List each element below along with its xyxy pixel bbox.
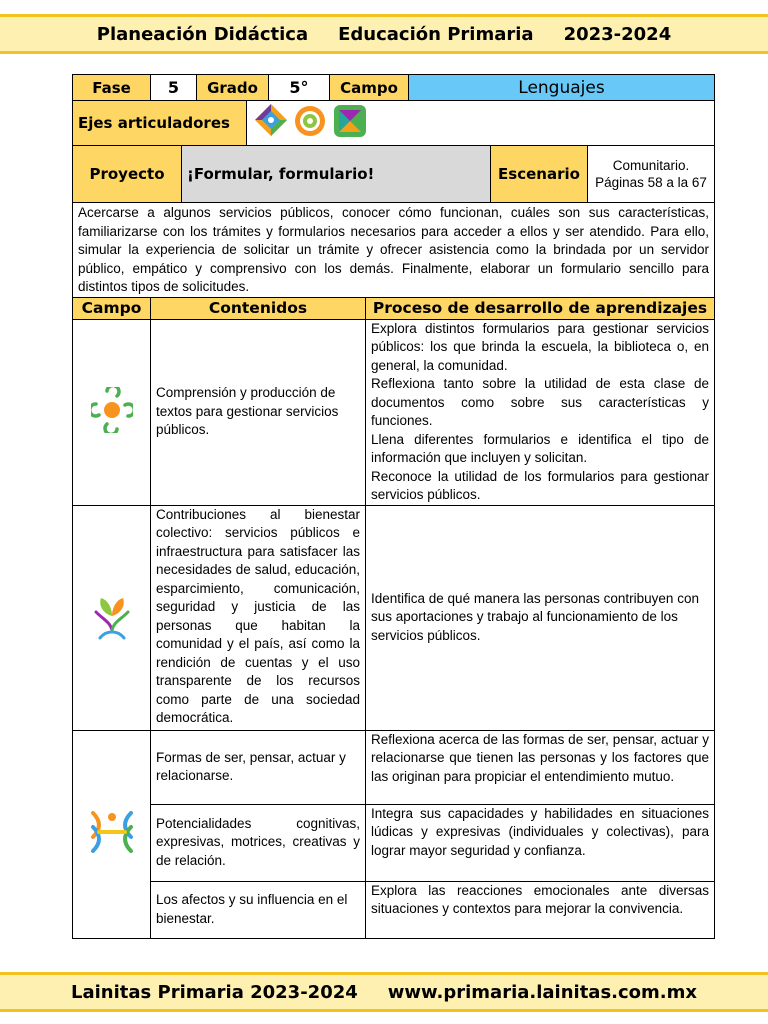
- inclusion-icon: [255, 104, 287, 136]
- ejes-label: Ejes articuladores: [73, 101, 247, 146]
- footer-url[interactable]: www.primaria.lainitas.com.mx: [387, 981, 697, 1003]
- contenido-cell: Contribuciones al bienestar colectivo: servicios públicos e infraestructura para satisfacer las necesidades de salud, educación, esparcimiento, comunicación, seguridad y justicia de las personas que habitan la comunidad y el país, así como la rendición de cuentas y el uso transparente de los recursos como parte de una sociedad democrática.: [151, 505, 366, 730]
- proceso-item: Reflexiona tanto sobre la utilidad de esta clase de documentos como sobre sus características y funciones.: [371, 376, 709, 428]
- footer-site-name: Lainitas Primaria 2023-2024: [71, 981, 358, 1003]
- ejes-articuladores-icons: [253, 102, 371, 140]
- interculturalidad-icon: [334, 105, 366, 137]
- proceso-cell: Explora las reacciones emocionales ante diversas situaciones y contextos para mejorar la convivencia.: [366, 881, 715, 938]
- contenido-cell: Los afectos y su influencia en el bienestar.: [151, 881, 366, 938]
- campo-label: Campo: [330, 75, 409, 101]
- table-row: [73, 319, 715, 505]
- contenido-cell: Comprensión y producción de textos para gestionar servicios públicos.: [151, 319, 366, 505]
- proceso-item: Reconoce la utilidad de los formularios para gestionar servicios públicos.: [371, 468, 709, 502]
- table-row: [73, 505, 715, 730]
- header-title: Planeación Didáctica: [96, 23, 309, 45]
- grado-value: 5°: [269, 75, 330, 101]
- header-banner: [0, 14, 768, 54]
- ejes-icons: [247, 101, 715, 146]
- campo-icon-cell: [73, 319, 151, 505]
- fase-value: 5: [151, 75, 197, 101]
- proceso-cell: Integra sus capacidades y habilidades en situaciones lúdicas y expresivas (individuales y colectivas), para lograr mayor seguridad y confianza.: [366, 804, 715, 881]
- proceso-item: Explora distintos formularios para gestionar servicios públicos: los que brinda la escuela, la biblioteca o, en general, la comunidad.: [371, 320, 709, 373]
- column-header-campo: Campo: [73, 297, 151, 319]
- table-row: [73, 730, 715, 804]
- campo-icon-cell: [73, 730, 151, 938]
- description-table: [72, 202, 715, 298]
- table-row: [73, 804, 715, 881]
- fase-label: Fase: [73, 75, 151, 101]
- proyecto-value: ¡Formular, formulario!: [182, 146, 491, 203]
- contents-table: [72, 297, 715, 939]
- proceso-cell: Reflexiona acerca de las formas de ser, pensar, actuar y relacionarse que tienen las personas y los factores que las originan para propiciar el entendimiento mutuo.: [366, 730, 715, 804]
- column-header-contenidos: Contenidos: [151, 297, 366, 319]
- campo-value: Lenguajes: [409, 75, 715, 101]
- info-table: [72, 74, 715, 101]
- ejes-table: [72, 100, 715, 146]
- contenido-cell: Formas de ser, pensar, actuar y relacionarse.: [151, 730, 366, 804]
- table-row: [73, 881, 715, 938]
- pensamiento-critico-icon: [295, 106, 325, 136]
- header-year: 2023-2024: [563, 23, 672, 45]
- planning-sheet: [72, 74, 715, 939]
- column-header-proceso: Proceso de desarrollo de aprendizajes: [366, 297, 715, 319]
- campo-icon-cell: [73, 505, 151, 730]
- escenario-value: Comunitario. Páginas 58 a la 67: [588, 146, 715, 203]
- proceso-item: Llena diferentes formularios e identifica el tipo de información que incluyen y solicitan.: [371, 431, 709, 465]
- proyecto-label: Proyecto: [73, 146, 182, 203]
- de-lo-humano-y-comunitario-icon: [87, 807, 137, 857]
- contenido-cell: Potencialidades cognitivas, expresivas, motrices, creativas y de relación.: [151, 804, 366, 881]
- lenguajes-icon: [91, 387, 133, 433]
- proceso-cell: [366, 319, 715, 505]
- etica-naturaleza-sociedades-icon: [90, 590, 134, 642]
- header-level: Educación Primaria: [338, 23, 534, 45]
- grado-label: Grado: [197, 75, 269, 101]
- footer-banner: [0, 972, 768, 1012]
- proceso-cell: Identifica de qué manera las personas contribuyen con sus aportaciones y trabajo al funcionamiento de los servicios públicos.: [366, 505, 715, 730]
- project-description: Acercarse a algunos servicios públicos, conocer cómo funcionan, cuáles son sus características, familiarizarse con los trámites y formularios necesarios para acceder a ellos y ser atendido. Para ello, simular la experiencia de solicitar un trámite y ofrecer asistencia como la brindada por un servidor público, empático y comprensivo con los demás. Finalmente, elaborar un formulario sencillo para distintos tipos de solicitudes.: [73, 203, 715, 298]
- proyecto-table: [72, 145, 715, 203]
- escenario-label: Escenario: [491, 146, 588, 203]
